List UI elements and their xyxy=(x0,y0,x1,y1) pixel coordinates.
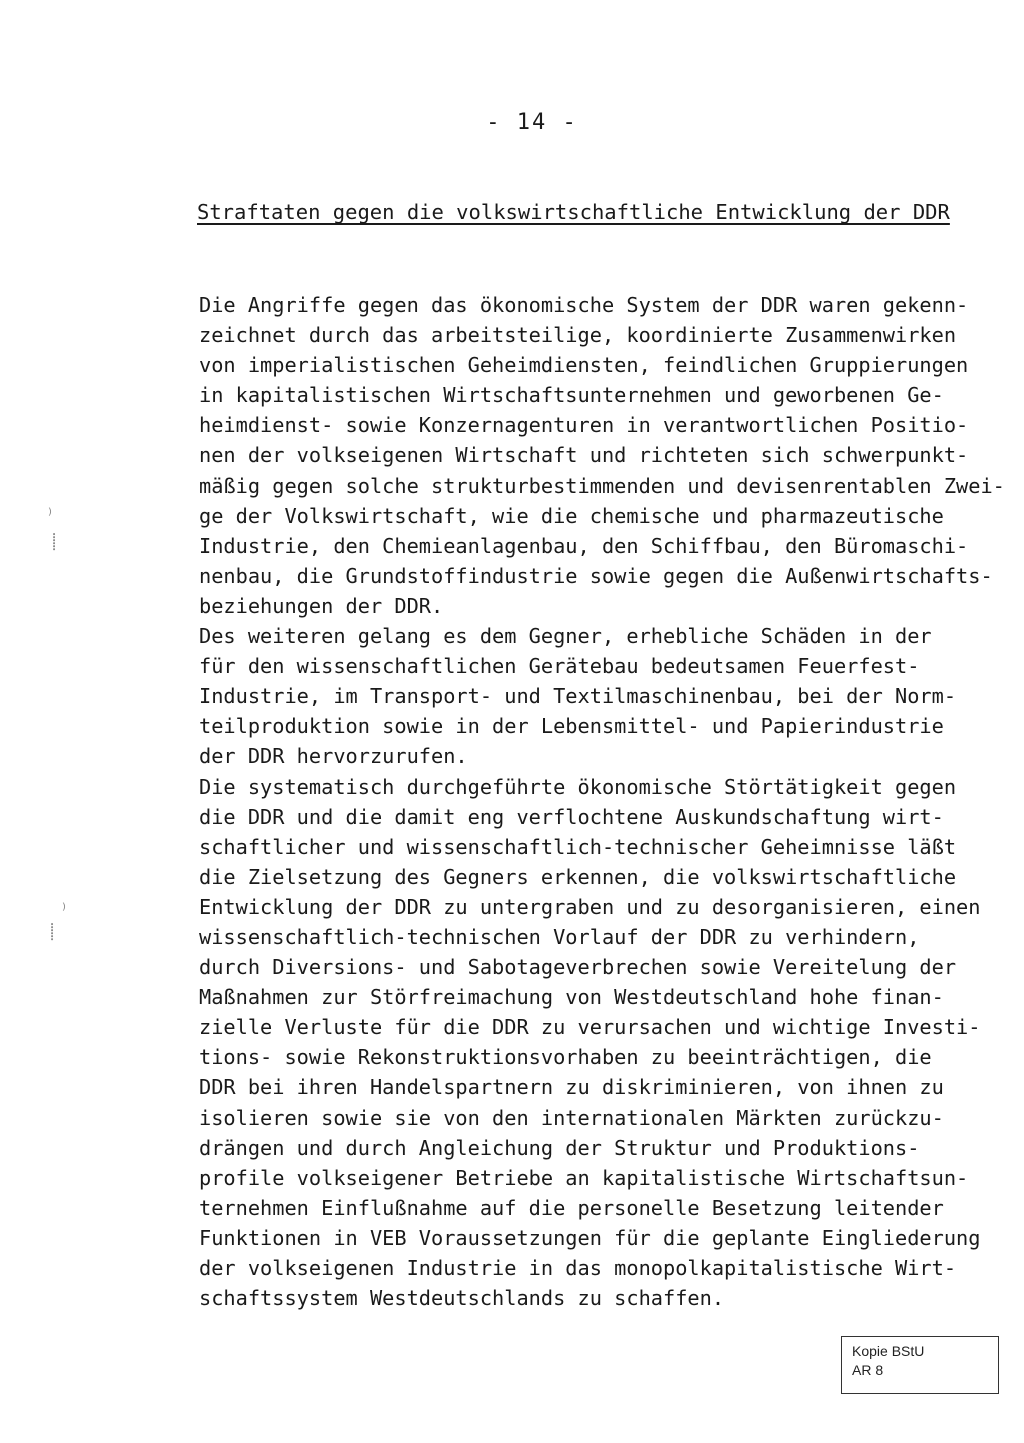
text-line: Die Angriffe gegen das ökonomische System der DDR waren gekenn- xyxy=(199,293,969,317)
text-line: isolieren sowie sie von den internationalen Märkten zurückzu- xyxy=(199,1105,944,1130)
text-line: wissenschaftlich-technischen Vorlauf der DDR zu verhindern, xyxy=(199,924,920,949)
text-line: zielle Verluste für die DDR zu verursachen und wichtige Investi- xyxy=(199,1015,981,1040)
text-line: profile volkseigener Betriebe an kapitalistische Wirtschaftsun- xyxy=(199,1165,969,1190)
text-line: Entwicklung der DDR zu untergraben und zu desorganisieren, einen xyxy=(199,894,981,919)
text-line: mäßig gegen solche strukturbestimmenden und devisenrentablen Zwei- xyxy=(199,473,1005,498)
body-text xyxy=(199,290,1005,1313)
text-line: nenbau, die Grundstoffindustrie sowie gegen die Außenwirtschafts- xyxy=(199,563,993,588)
text-line: Industrie, im Transport- und Textilmaschinenbau, bei der Norm- xyxy=(199,684,957,709)
text-line: die Zielsetzung des Gegners erkennen, die volkswirtschaftliche xyxy=(199,864,957,889)
scan-mark: ⸽ xyxy=(52,532,57,551)
text-line: zeichnet durch das arbeitsteilige, koordinierte Zusammenwirken xyxy=(199,323,957,348)
stamp-line: AR 8 xyxy=(852,1362,884,1378)
text-line: für den wissenschaftlichen Gerätebau bedeutsamen Feuerfest- xyxy=(199,654,920,679)
text-line: von imperialistischen Geheimdiensten, feindlichen Gruppierungen xyxy=(199,353,969,378)
archive-stamp xyxy=(841,1336,999,1394)
stamp-line: Kopie BStU xyxy=(852,1343,925,1359)
scan-mark: ⁾ xyxy=(48,505,52,524)
text-line: Funktionen in VEB Voraussetzungen für die geplante Eingliederung xyxy=(199,1225,981,1250)
text-line: ge der Volkswirtschaft, wie die chemische und pharmazeutische xyxy=(199,503,944,528)
text-line: der DDR hervorzurufen. xyxy=(199,744,468,769)
text-line: schaftlicher und wissenschaftlich-technischer Geheimnisse läßt xyxy=(199,834,957,859)
text-line: teilproduktion sowie in der Lebensmittel- und Papierindustrie xyxy=(199,714,944,739)
text-line: in kapitalistischen Wirtschaftsunternehmen und geworbenen Ge- xyxy=(199,383,944,408)
text-line: heimdienst- sowie Konzernagenturen in verantwortlichen Positio- xyxy=(199,413,969,438)
scan-mark: ⸽ xyxy=(50,922,55,941)
text-line: Die systematisch durchgeführte ökonomische Störtätigkeit gegen xyxy=(199,774,957,799)
text-line: DDR bei ihren Handelspartnern zu diskriminieren, von ihnen zu xyxy=(199,1075,944,1100)
text-line: drängen und durch Angleichung der Struktur und Produktions- xyxy=(199,1135,920,1160)
page-number: - 14 - xyxy=(486,110,578,135)
text-line: der volkseigenen Industrie in das monopolkapitalistische Wirt- xyxy=(199,1256,957,1280)
text-line: tions- sowie Rekonstruktionsvorhaben zu beeinträchtigen, die xyxy=(199,1045,932,1070)
text-line: Maßnahmen zur Störfreimachung von Westdeutschland hohe finan- xyxy=(199,985,944,1010)
text-line: die DDR und die damit eng verflochtene Auskundschaftung wirt- xyxy=(199,804,944,829)
text-line: ternehmen Einflußnahme auf die personelle Besetzung leitender xyxy=(199,1195,944,1220)
text-line: Des weiteren gelang es dem Gegner, erhebliche Schäden in der xyxy=(199,624,932,649)
text-line: schaftssystem Westdeutschlands zu schaffen. xyxy=(199,1286,725,1311)
text-line: nen der volkseigenen Wirtschaft und richteten sich schwerpunkt- xyxy=(199,443,969,468)
text-line: durch Diversions- und Sabotageverbrechen sowie Vereitelung der xyxy=(199,955,957,980)
text-line: Industrie, den Chemieanlagenbau, den Schiffbau, den Büromaschi- xyxy=(199,533,969,558)
scan-mark: ⁾ xyxy=(62,900,66,919)
section-heading: Straftaten gegen die volkswirtschaftliche Entwicklung der DDR xyxy=(197,200,950,224)
text-line: beziehungen der DDR. xyxy=(199,593,444,618)
